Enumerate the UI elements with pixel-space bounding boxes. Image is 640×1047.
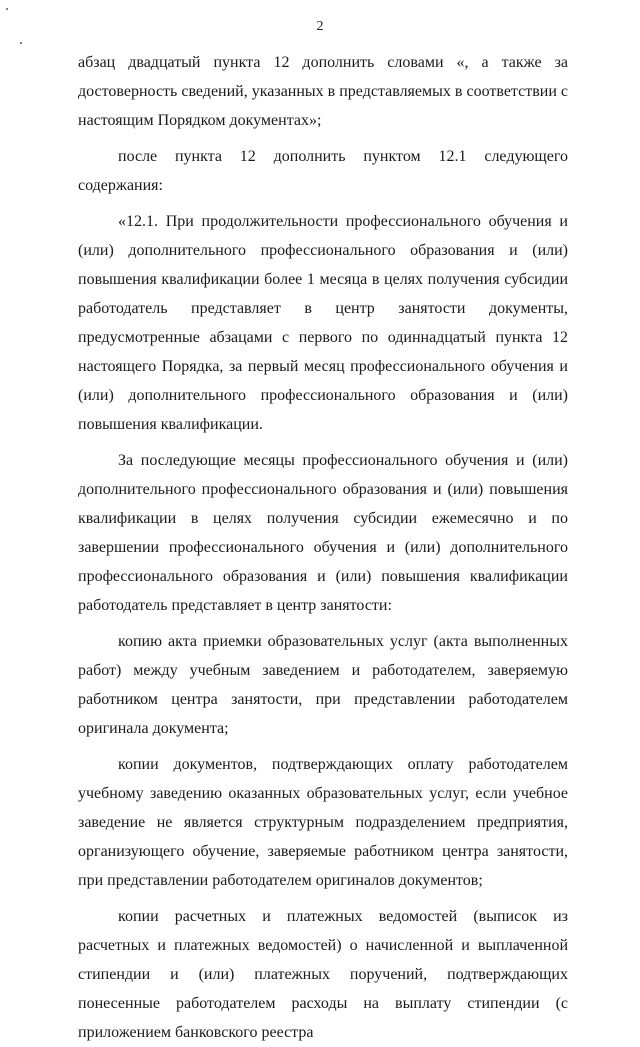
paragraph: после пункта 12 дополнить пунктом 12.1 следующего содержания:: [78, 148, 568, 194]
paragraph: абзац двадцатый пункта 12 дополнить словами «, а также за достоверность сведений, указанных в представляемых в соответствии с настоящим Порядком документах»;: [78, 54, 568, 129]
paragraph: За последующие месяцы профессионального обучения и (или) дополнительного профессионального образования и (или) повышения квалификации в целях получения субсидии ежемесячно и по завершении профессионального обучения и (или) дополнительного профессионального образования и (или) повышения квалификации работодатель представляет в центр занятости:: [78, 452, 568, 614]
scan-speck: [20, 42, 22, 44]
page-number: 2: [316, 19, 324, 34]
document-body: [78, 48, 568, 1047]
scan-speck: [6, 8, 8, 10]
paragraph: копию акта приемки образовательных услуг (акта выполненных работ) между учебным заведением и работодателем, заверяемую работником центра занятости, при представлении работодателем оригинала документа;: [78, 633, 568, 737]
paragraph: копии расчетных и платежных ведомостей (выписок из расчетных и платежных ведомостей) о начисленной и выплаченной стипендии и (или) платежных поручений, подтверждающих понесенные работодателем расходы на выплату стипендии (с приложением банковского реестра: [78, 908, 568, 1041]
paragraph: копии документов, подтверждающих оплату работодателем учебному заведению оказанных образовательных услуг, если учебное заведение не является структурным подразделением предприятия, организующего обучение, заверяемые работником центра занятости, при представлении работодателем оригиналов документов;: [78, 756, 568, 889]
paragraph: «12.1. При продолжительности профессионального обучения и (или) дополнительного профессионального образования и (или) повышения квалификации более 1 месяца в целях получения субсидии работодатель представляет в центр занятости документы, предусмотренные абзацами с первого по одиннадцатый пункта 12 настоящего Порядка, за первый месяц профессионального обучения и (или) дополнительного профессионального образования и (или) повышения квалификации.: [78, 213, 568, 433]
